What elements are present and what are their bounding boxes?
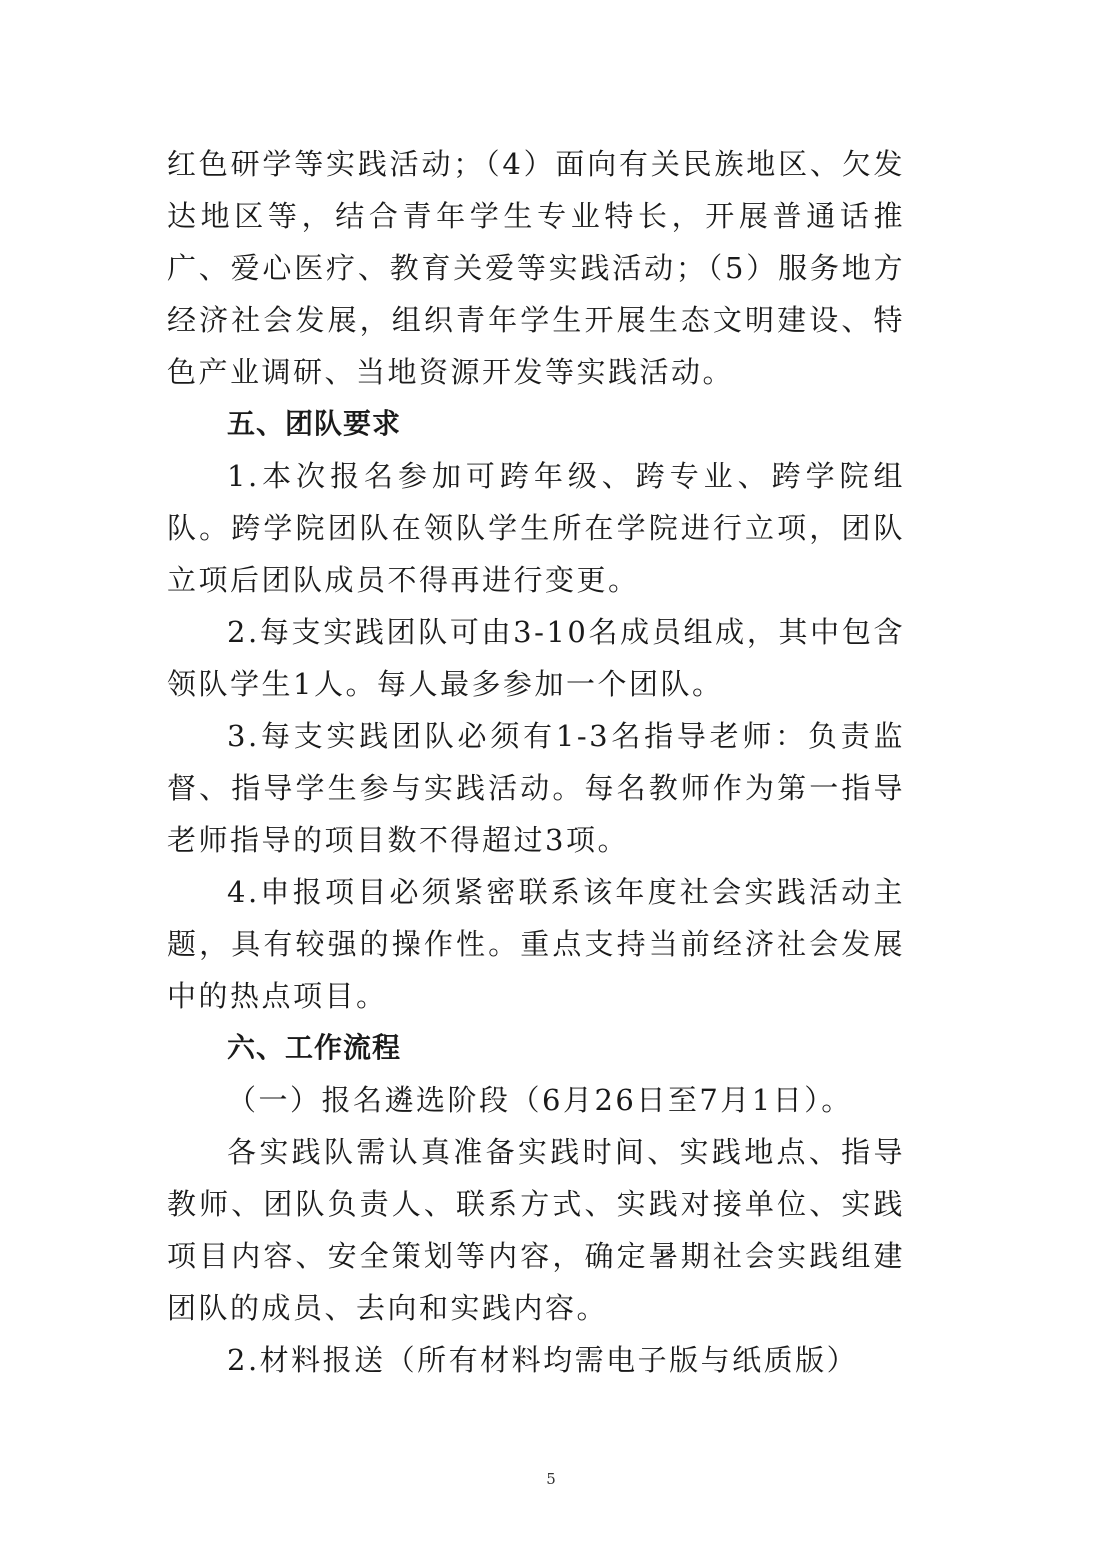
intro-paragraph: 红色研学等实践活动；（4）面向有关民族地区、欠发达地区等，结合青年学生专业特长，开展普通话推广、爱心医疗、教育关爱等实践活动；（5）服务地方经济社会发展，组织青年学生开展生态文明建设、特色产业调研、当地资源开发等实践活动。 bbox=[167, 147, 905, 389]
team-requirement-item-3: 3.每支实践团队必须有1-3名指导老师：负责监督、指导学生参与实践活动。每名教师作为第一指导老师指导的项目数不得超过3项。 bbox=[167, 719, 905, 857]
workflow-stage-1-item-2: 2.材料报送（所有材料均需电子版与纸质版） bbox=[227, 1343, 859, 1377]
workflow-stage-1-title: （一）报名遴选阶段（6月26日至7月1日）。 bbox=[227, 1083, 853, 1117]
page-number: 5 bbox=[546, 1470, 556, 1488]
section-heading-team-requirements: 五、团队要求 bbox=[227, 407, 402, 440]
document-body bbox=[167, 138, 905, 1386]
team-requirement-item-2: 2.每支实践团队可由3-10名成员组成，其中包含领队学生1人。每人最多参加一个团队。 bbox=[167, 615, 905, 701]
team-requirement-item-4: 4.申报项目必须紧密联系该年度社会实践活动主题，具有较强的操作性。重点支持当前经济社会发展中的热点项目。 bbox=[167, 875, 905, 1013]
team-requirement-item-1: 1.本次报名参加可跨年级、跨专业、跨学院组队。跨学院团队在领队学生所在学院进行立项，团队立项后团队成员不得再进行变更。 bbox=[167, 459, 905, 597]
workflow-stage-1-body: 各实践队需认真准备实践时间、实践地点、指导教师、团队负责人、联系方式、实践对接单位、实践项目内容、安全策划等内容，确定暑期社会实践组建团队的成员、去向和实践内容。 bbox=[167, 1135, 905, 1325]
section-heading-workflow: 六、工作流程 bbox=[227, 1031, 402, 1064]
